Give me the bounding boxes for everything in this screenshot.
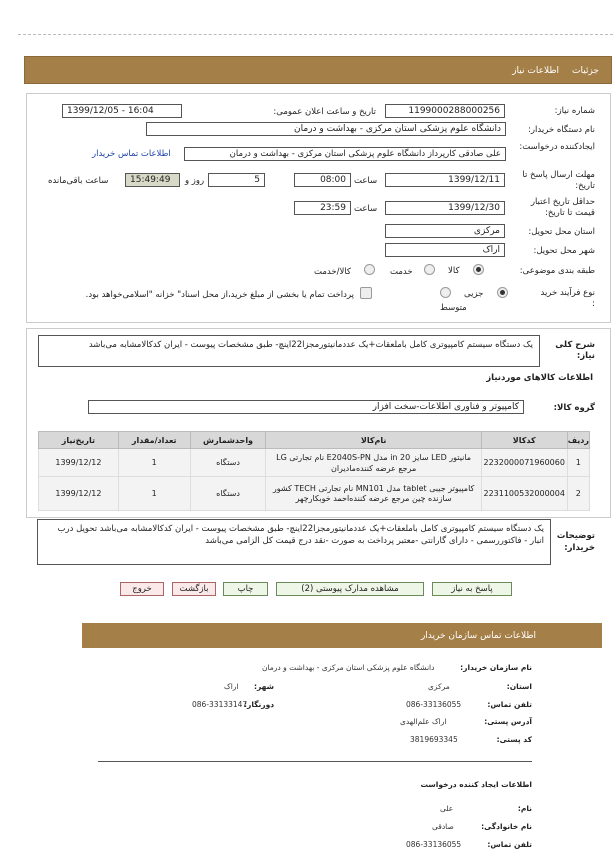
col-need-date: تاریخ‌نیاز [39, 432, 119, 449]
creator-family-label: نام خانوادگی: [481, 822, 532, 831]
category-service-label: خدمت [390, 267, 413, 277]
print-button[interactable]: چاپ [223, 582, 268, 596]
creator-phone-value: 086-33136055 [406, 840, 462, 849]
remaining-time-field: 15:49:49 [125, 173, 180, 187]
contact-fax-label: دورنگار: [244, 700, 275, 709]
contact-phone-value: 086-33136055 [406, 700, 462, 709]
remaining-label: ساعت باقی‌مانده [48, 176, 109, 186]
deadline-label: مهلت ارسال پاسخ تا تاریخ: [522, 170, 595, 191]
contact-province-label: استان: [506, 682, 532, 691]
row-unit: دستگاه [190, 449, 266, 477]
buyer-contact-link[interactable]: اطلاعات تماس خریدار [92, 149, 171, 159]
category-radio-goods[interactable] [473, 264, 484, 275]
creator-phone-label: تلفن تماس: [487, 840, 532, 849]
exit-button[interactable]: خروج [120, 582, 164, 596]
row-name: مانیتور LED سایز 20 in مدل E2040S-PN نام تجارتی LG مرجع عرضه کننده‌مادیران [266, 449, 481, 477]
announce-label: تاریخ و ساعت اعلان عمومی: [273, 107, 376, 117]
row-index: 1 [567, 449, 589, 477]
goods-group-label: گروه کالا: [553, 403, 595, 413]
process-minor-label: جزیی [464, 289, 484, 299]
row-qty: 1 [118, 477, 190, 511]
category-radio-both[interactable] [364, 264, 375, 275]
process-medium-label: متوسط [440, 303, 467, 313]
contact-province-value: مرکزی [428, 682, 450, 691]
deadline-date-field: 1399/12/11 [385, 173, 505, 187]
province-label: استان محل تحویل: [528, 227, 595, 237]
row-date: 1399/12/12 [39, 449, 119, 477]
row-code: 2231100532000004 [481, 477, 567, 511]
contact-phone-label: تلفن تماس: [487, 700, 532, 709]
contact-postal-label: کد پستی: [496, 735, 532, 744]
announce-field: 1399/12/05 - 16:04 [62, 104, 182, 118]
attachments-button[interactable]: مشاهده مدارک پیوستی (2) [276, 582, 424, 596]
goods-section-title: اطلاعات کالاهای مورد‌نیاز [486, 373, 593, 383]
table-row [39, 477, 590, 511]
buyer-notes-text: یک دستگاه سیستم کامپیوتری کامل باملعقات+یک عددمانیتورمجزا22اینچ- طبق مشخصات پیوست - ایران کدکالامشابه می‌باشد تحویل درب انبار - فاکتوررسمی - دارای گارانتی -معتبر پرداخت به صورت -نقد درج قیمت کل الزامی می‌باشد [37, 519, 551, 565]
validity-time-label: ساعت [354, 204, 378, 214]
deadline-time-label: ساعت [354, 176, 378, 186]
table-row [39, 449, 590, 477]
row-date: 1399/12/12 [39, 477, 119, 511]
province-field: مرکزی [385, 224, 505, 238]
top-divider [18, 34, 613, 35]
breadcrumb-details[interactable]: جزئیات [572, 66, 599, 76]
contact-org-label: نام سازمان خریدار: [460, 663, 532, 672]
buyer-notes-label: توضیحات خریدار: [556, 531, 595, 553]
creator-label: ایجادکننده درخواست: [519, 142, 595, 152]
col-code: کدکالا [481, 432, 567, 449]
breadcrumb-need-info[interactable]: اطلاعات نیاز [512, 66, 559, 76]
col-unit: واحدشمارش [190, 432, 266, 449]
day-label: روز و [185, 176, 205, 186]
contact-header [82, 623, 602, 648]
contact-city-value: اراک [224, 682, 239, 691]
category-label: طبقه بندی موضوعی: [519, 266, 595, 276]
validity-date-field: 1399/12/30 [385, 201, 505, 215]
city-label: شهر محل تحویل: [533, 246, 595, 256]
need-number-label: شماره نیاز: [554, 106, 595, 116]
back-button[interactable]: بازگشت [172, 582, 216, 596]
col-index: ردیف [567, 432, 589, 449]
validity-label: حداقل تاریخ اعتبار قیمت تا تاریخ: [530, 197, 595, 218]
contact-address-value: اراک علم‌الهدی [400, 717, 447, 726]
page-header [24, 56, 612, 84]
row-code: 2232000071960060 [481, 449, 567, 477]
creator-section-title: اطلاعات ایجاد کننده درخواست [420, 780, 532, 789]
buyer-label: نام دستگاه خریدار: [528, 125, 595, 135]
contact-divider [98, 761, 532, 762]
col-name: نام‌کالا [266, 432, 481, 449]
row-index: 2 [567, 477, 589, 511]
payment-note: پرداخت تمام یا بخشی از مبلغ خرید،از محل اسناد" خزانه "اسلامی‌خواهد بود. [85, 290, 354, 300]
category-radio-service[interactable] [424, 264, 435, 275]
creator-name-value: علی [440, 804, 454, 813]
row-qty: 1 [118, 449, 190, 477]
process-radio-medium[interactable] [440, 287, 451, 298]
creator-field: علی صادقی کارپرداز دانشگاه علوم پزشکی استان مرکزی - بهداشت و درمان [184, 147, 506, 161]
goods-table [38, 431, 590, 511]
creator-name-label: نام: [517, 804, 532, 813]
contact-city-label: شهر: [254, 682, 274, 691]
days-field: 5 [208, 173, 265, 187]
summary-text: یک دستگاه سیستم کامپیوتری کامل باملعقات+یک عددمانیتورمجزا22اینچ- طبق مشخصات پیوست - ایران کدکالامشابه می‌باشد [38, 335, 540, 367]
contact-org-value: دانشگاه علوم پزشکی استان مرکزی - بهداشت و درمان [262, 663, 435, 672]
city-field: اراک [385, 243, 505, 257]
contact-postal-value: 3819693345 [410, 735, 458, 744]
category-both-label: کالا/خدمت [314, 267, 351, 277]
reply-button[interactable]: پاسخ به نیاز [432, 582, 512, 596]
contact-address-label: آدرس پستی: [484, 717, 532, 726]
col-qty: تعداد/مقدار [118, 432, 190, 449]
category-goods-label: کالا [448, 266, 460, 276]
treasury-checkbox[interactable] [360, 287, 372, 299]
process-label: نوع فرآیند خرید : [540, 288, 595, 309]
contact-fax-value: 086-33133147 [192, 700, 248, 709]
process-radio-minor[interactable] [497, 287, 508, 298]
validity-time-field: 23:59 [294, 201, 351, 215]
buyer-field: دانشگاه علوم پزشکی استان مرکزی - بهداشت و درمان [146, 122, 506, 136]
deadline-time-field: 08:00 [294, 173, 351, 187]
row-name: کامپیوتر جیبی tablet مدل MN101 نام تجارتی TECH کشور سازنده چین مرجع عرضه کننده‌احمد خوبکارچهر [266, 477, 481, 511]
need-number-field: 1199000288000256 [385, 104, 505, 118]
goods-group-field: کامپیوتر و فناوری اطلاعات-سخت افزار [88, 400, 524, 414]
summary-label: شرح کلی نیاز: [555, 340, 595, 361]
row-unit: دستگاه [190, 477, 266, 511]
creator-family-value: صادقی [432, 822, 454, 831]
contact-title: اطلاعات تماس سازمان خریدار [420, 631, 536, 641]
